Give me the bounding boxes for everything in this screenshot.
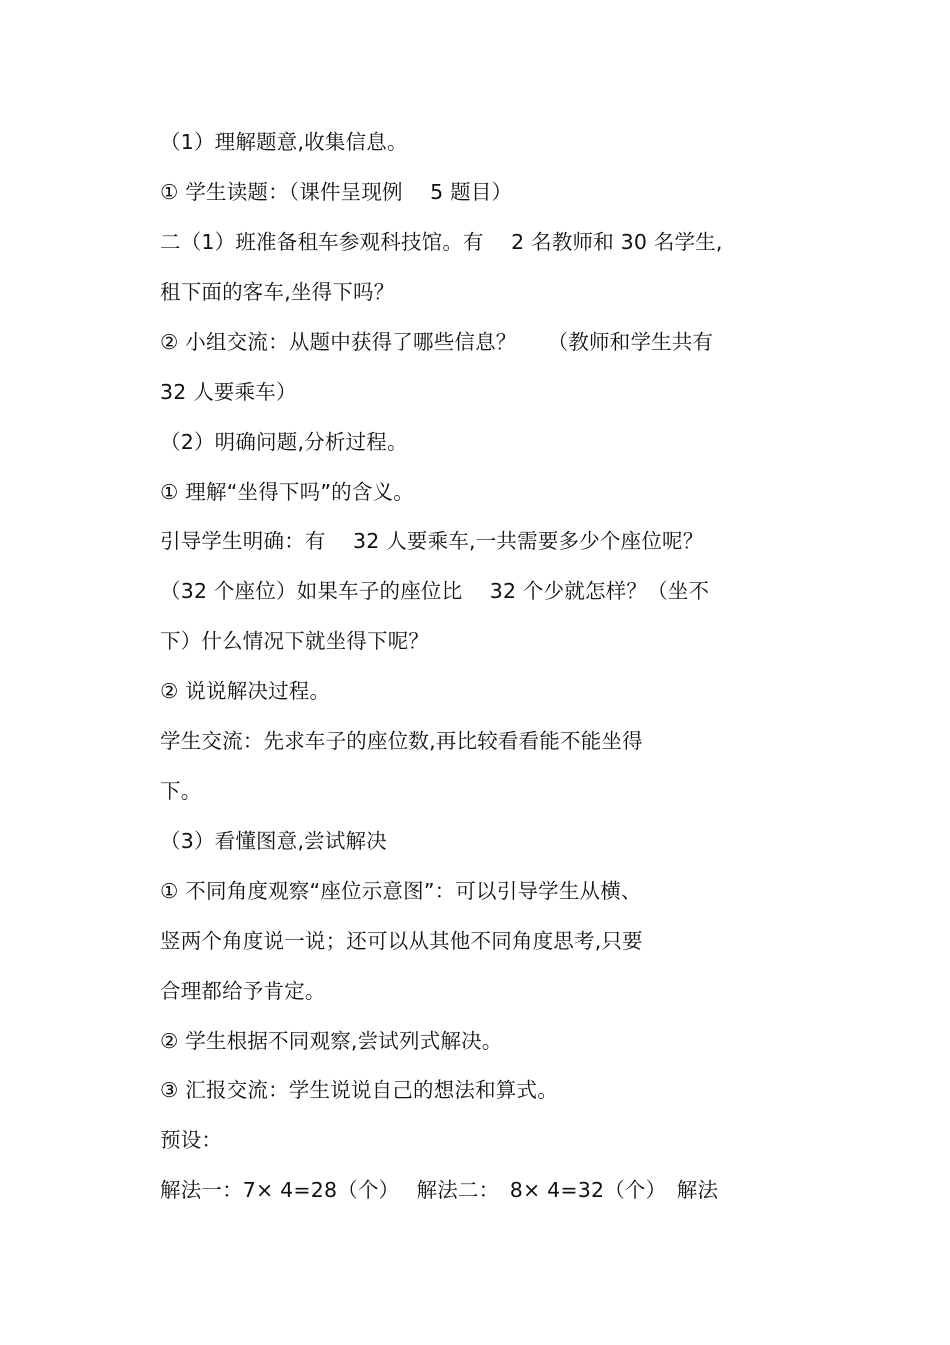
text-line-22: 解法一：7× 4=28（个） 解法二： 8× 4=32（个） 解法 xyxy=(160,1178,719,1202)
text-line-13: 学生交流：先求车子的座位数,再比较看看能不能坐得 xyxy=(160,729,643,753)
text-line-11: 下）什么情况下就坐得下呢？ xyxy=(160,629,430,653)
text-line-2: ① 学生读题：（课件呈现例 5 题目） xyxy=(160,180,513,204)
text-line-15: （3）看懂图意,尝试解决 xyxy=(160,829,387,853)
text-line-21: 预设： xyxy=(160,1128,223,1152)
text-line-16: ① 不同角度观察“座位示意图”：可以引导学生从横、 xyxy=(160,879,642,903)
text-line-1: （1）理解题意,收集信息。 xyxy=(160,130,408,154)
text-line-18: 合理都给予肯定。 xyxy=(160,979,326,1003)
text-line-14: 下。 xyxy=(160,779,202,803)
text-line-9: 引导学生明确：有 32 人要乘车,一共需要多少个座位呢？ xyxy=(160,529,704,553)
text-line-7: （2）明确问题,分析过程。 xyxy=(160,430,408,454)
text-line-6: 32 人要乘车） xyxy=(160,380,297,404)
text-line-4: 租下面的客车,坐得下吗？ xyxy=(160,280,395,304)
text-line-8: ① 理解“坐得下吗”的含义。 xyxy=(160,480,414,504)
text-line-5: ② 小组交流：从题中获得了哪些信息？ （教师和学生共有 xyxy=(160,330,714,354)
text-line-3: 二（1）班准备租车参观科技馆。有 2 名教师和 30 名学生, xyxy=(160,230,723,254)
text-line-19: ② 学生根据不同观察,尝试列式解决。 xyxy=(160,1029,503,1053)
text-line-20: ③ 汇报交流：学生说说自己的想法和算式。 xyxy=(160,1078,558,1102)
text-line-17: 竖两个角度说一说；还可以从其他不同角度思考,只要 xyxy=(160,929,643,953)
text-line-12: ② 说说解决过程。 xyxy=(160,679,331,703)
text-line-10: （32 个座位）如果车子的座位比 32 个少就怎样？（坐不 xyxy=(160,579,710,603)
